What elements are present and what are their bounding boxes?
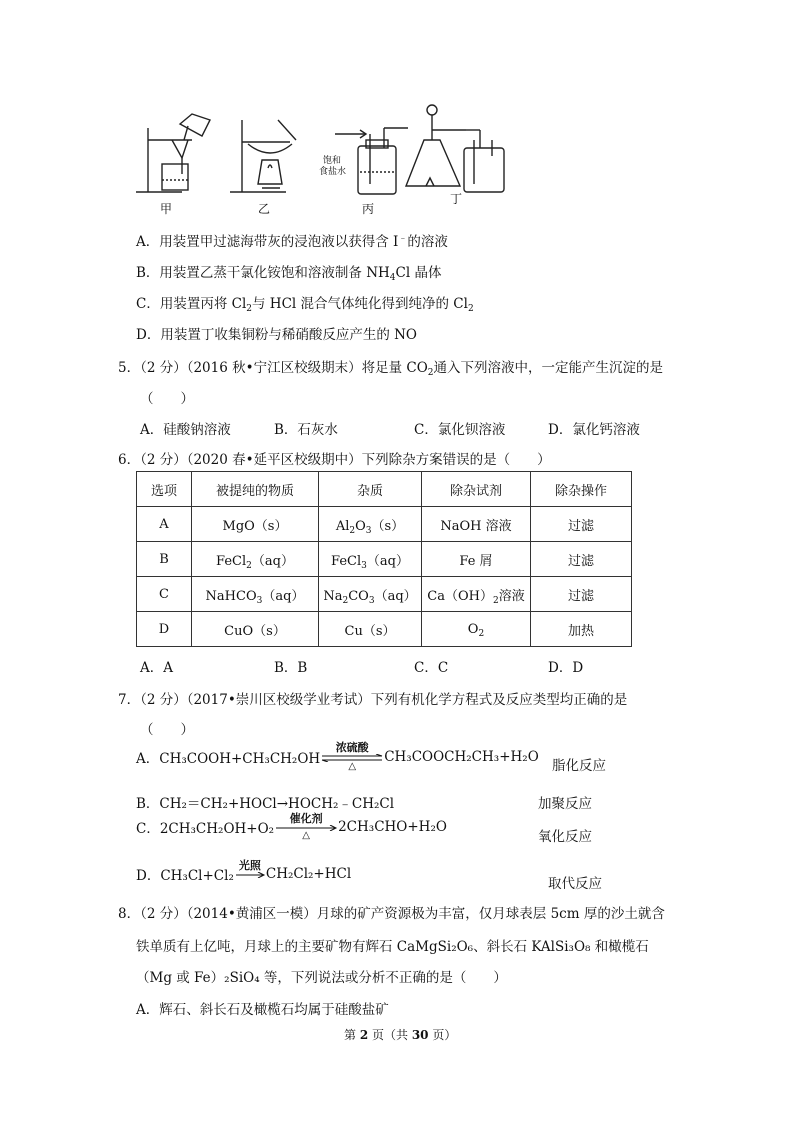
- q8-option-a: A．辉石、斜长石及橄榄石均属于硅酸盐矿: [136, 1002, 389, 1018]
- q4-option-d: D．用装置丁收集铜粉与稀硝酸反应产生的 NO: [136, 327, 417, 343]
- table-cell: D: [137, 612, 192, 647]
- table-header-cell: 被提纯的物质: [192, 472, 319, 507]
- table-cell: 过滤: [531, 507, 632, 542]
- q8-stem-line1: 8．（2 分）（2014•黄浦区一模）月球的矿产资源极为丰富，仅月球表层 5cm 厚的沙土就含: [118, 906, 665, 922]
- q6-option-c: C．C: [414, 660, 449, 676]
- table-cell: $Na_2CO_3(aq)$: [319, 577, 422, 612]
- q7-option-a-equation: A．CH₃COOH+CH₃CH₂OH 浓硫酸 △ CH₃COOCH₂CH₃+H₂O: [136, 741, 539, 772]
- q6-option-b: B．B: [274, 660, 308, 676]
- q6-table: [136, 471, 632, 647]
- table-cell: B: [137, 542, 192, 577]
- reaction-arrow: 光照: [234, 860, 266, 888]
- q4-option-b: B．用装置乙蒸干氯化铵饱和溶液制备 $NH_4Cl$ 晶体: [136, 265, 442, 283]
- q5-option-d: D．氯化钙溶液: [548, 422, 640, 438]
- figure-label-yi: 乙: [258, 202, 271, 216]
- q7-option-b-equation: B．CH₂＝CH₂+HOCl→HOCH₂﹣CH₂Cl: [136, 796, 395, 812]
- q4-option-c: C．用装置丙将 $Cl_2$与 HCl 混合气体纯化得到纯净的 $Cl_2$: [136, 296, 474, 314]
- q4-option-a: A．用装置甲过滤海带灰的浸泡液以获得含 I﹣的溶液: [136, 234, 448, 250]
- table-row: [137, 507, 632, 542]
- table-cell: Fe 屑: [422, 542, 531, 577]
- q5-option-c: C．氯化钡溶液: [414, 422, 506, 438]
- q7-option-c-type: 氧化反应: [538, 829, 592, 845]
- q5-option-a: A．硅酸钠溶液: [140, 422, 231, 438]
- table-row: [137, 612, 632, 647]
- apparatus-ding-flask: [406, 105, 504, 192]
- q6-option-d: D．D: [548, 660, 584, 676]
- table-cell: $Al_2O_3(s)$: [319, 507, 422, 542]
- table-cell: $Ca(OH)_2$溶液: [422, 577, 531, 612]
- q6-option-a: A．A: [140, 660, 173, 676]
- reversible-arrow: 浓硫酸 △: [320, 742, 384, 772]
- q8-stem-line2: 铁单质有上亿吨，月球上的主要矿物有辉石 CaMgSi₂O₆、斜长石 KAlSi₃O₈ 和橄榄石: [136, 939, 649, 955]
- table-cell: CuO（s）: [192, 612, 319, 647]
- bottle-label-2: 食盐水: [319, 167, 347, 177]
- q5-paren: （ ）: [140, 391, 194, 407]
- table-header-cell: 选项: [137, 472, 192, 507]
- table-cell: Cu（s）: [319, 612, 422, 647]
- q7-stem: 7．（2 分）（2017•崇川区校级学业考试）下列有机化学方程式及反应类型均正确的是: [118, 692, 628, 708]
- table-cell: 加热: [531, 612, 632, 647]
- page-footer: 第 2 页（共 30 页）: [344, 1028, 457, 1042]
- apparatus-bing-wash-bottle: [335, 128, 408, 194]
- figure-label-ding: 丁: [450, 192, 463, 206]
- apparatus-jia-filtration: [136, 114, 210, 192]
- q7-paren: （ ）: [140, 722, 194, 738]
- table-cell: A: [137, 507, 192, 542]
- table-row: [137, 577, 632, 612]
- table-cell: NaHCO$_3$（aq）: [192, 577, 319, 612]
- table-cell: FeCl$_3$（aq）: [319, 542, 422, 577]
- figure-label-jia: 甲: [160, 202, 173, 216]
- table-cell: MgO（s）: [192, 507, 319, 542]
- table-row: [137, 542, 632, 577]
- figure-label-bing: 丙: [362, 202, 375, 216]
- q7-option-c-equation: C．2CH₃CH₂OH+O₂ 催化剂 △ 2CH₃CHO+H₂O: [136, 812, 447, 841]
- q6-stem: 6．（2 分）（2020 春•延平区校级期中）下列除杂方案错误的是（ ）: [118, 452, 551, 468]
- table-cell: C: [137, 577, 192, 612]
- q7-option-b-type: 加聚反应: [538, 796, 592, 812]
- table-cell: 过滤: [531, 577, 632, 612]
- table-cell: 过滤: [531, 542, 632, 577]
- table-header-cell: 除杂操作: [531, 472, 632, 507]
- q5-option-b: B．石灰水: [274, 422, 338, 438]
- reaction-arrow: 催化剂 △: [274, 813, 338, 841]
- q8-stem-line3: （Mg 或 Fe）₂SiO₄ 等，下列说法或分析不正确的是（ ）: [136, 970, 507, 986]
- apparatus-yi-evaporation: [230, 120, 296, 192]
- table-cell: FeCl$_2$（aq）: [192, 542, 319, 577]
- bottle-label-1: 饱和: [323, 156, 342, 166]
- q7-option-a-type: 脂化反应: [552, 758, 606, 774]
- table-header-cell: 除杂试剂: [422, 472, 531, 507]
- table-cell: NaOH 溶液: [422, 507, 531, 542]
- table-header-cell: 杂质: [319, 472, 422, 507]
- q7-option-d-equation: D．CH₃Cl+Cl₂ 光照 CH₂Cl₂+HCl: [136, 860, 351, 888]
- q7-option-d-type: 取代反应: [548, 876, 602, 892]
- q5-stem: 5．（2 分）（2016 秋•宁江区校级期末）将足量 $CO_2$通入下列溶液中，一定能产生沉淀的是: [118, 360, 664, 378]
- table-cell: $O_2$: [422, 612, 531, 647]
- table-header-row: [137, 472, 632, 507]
